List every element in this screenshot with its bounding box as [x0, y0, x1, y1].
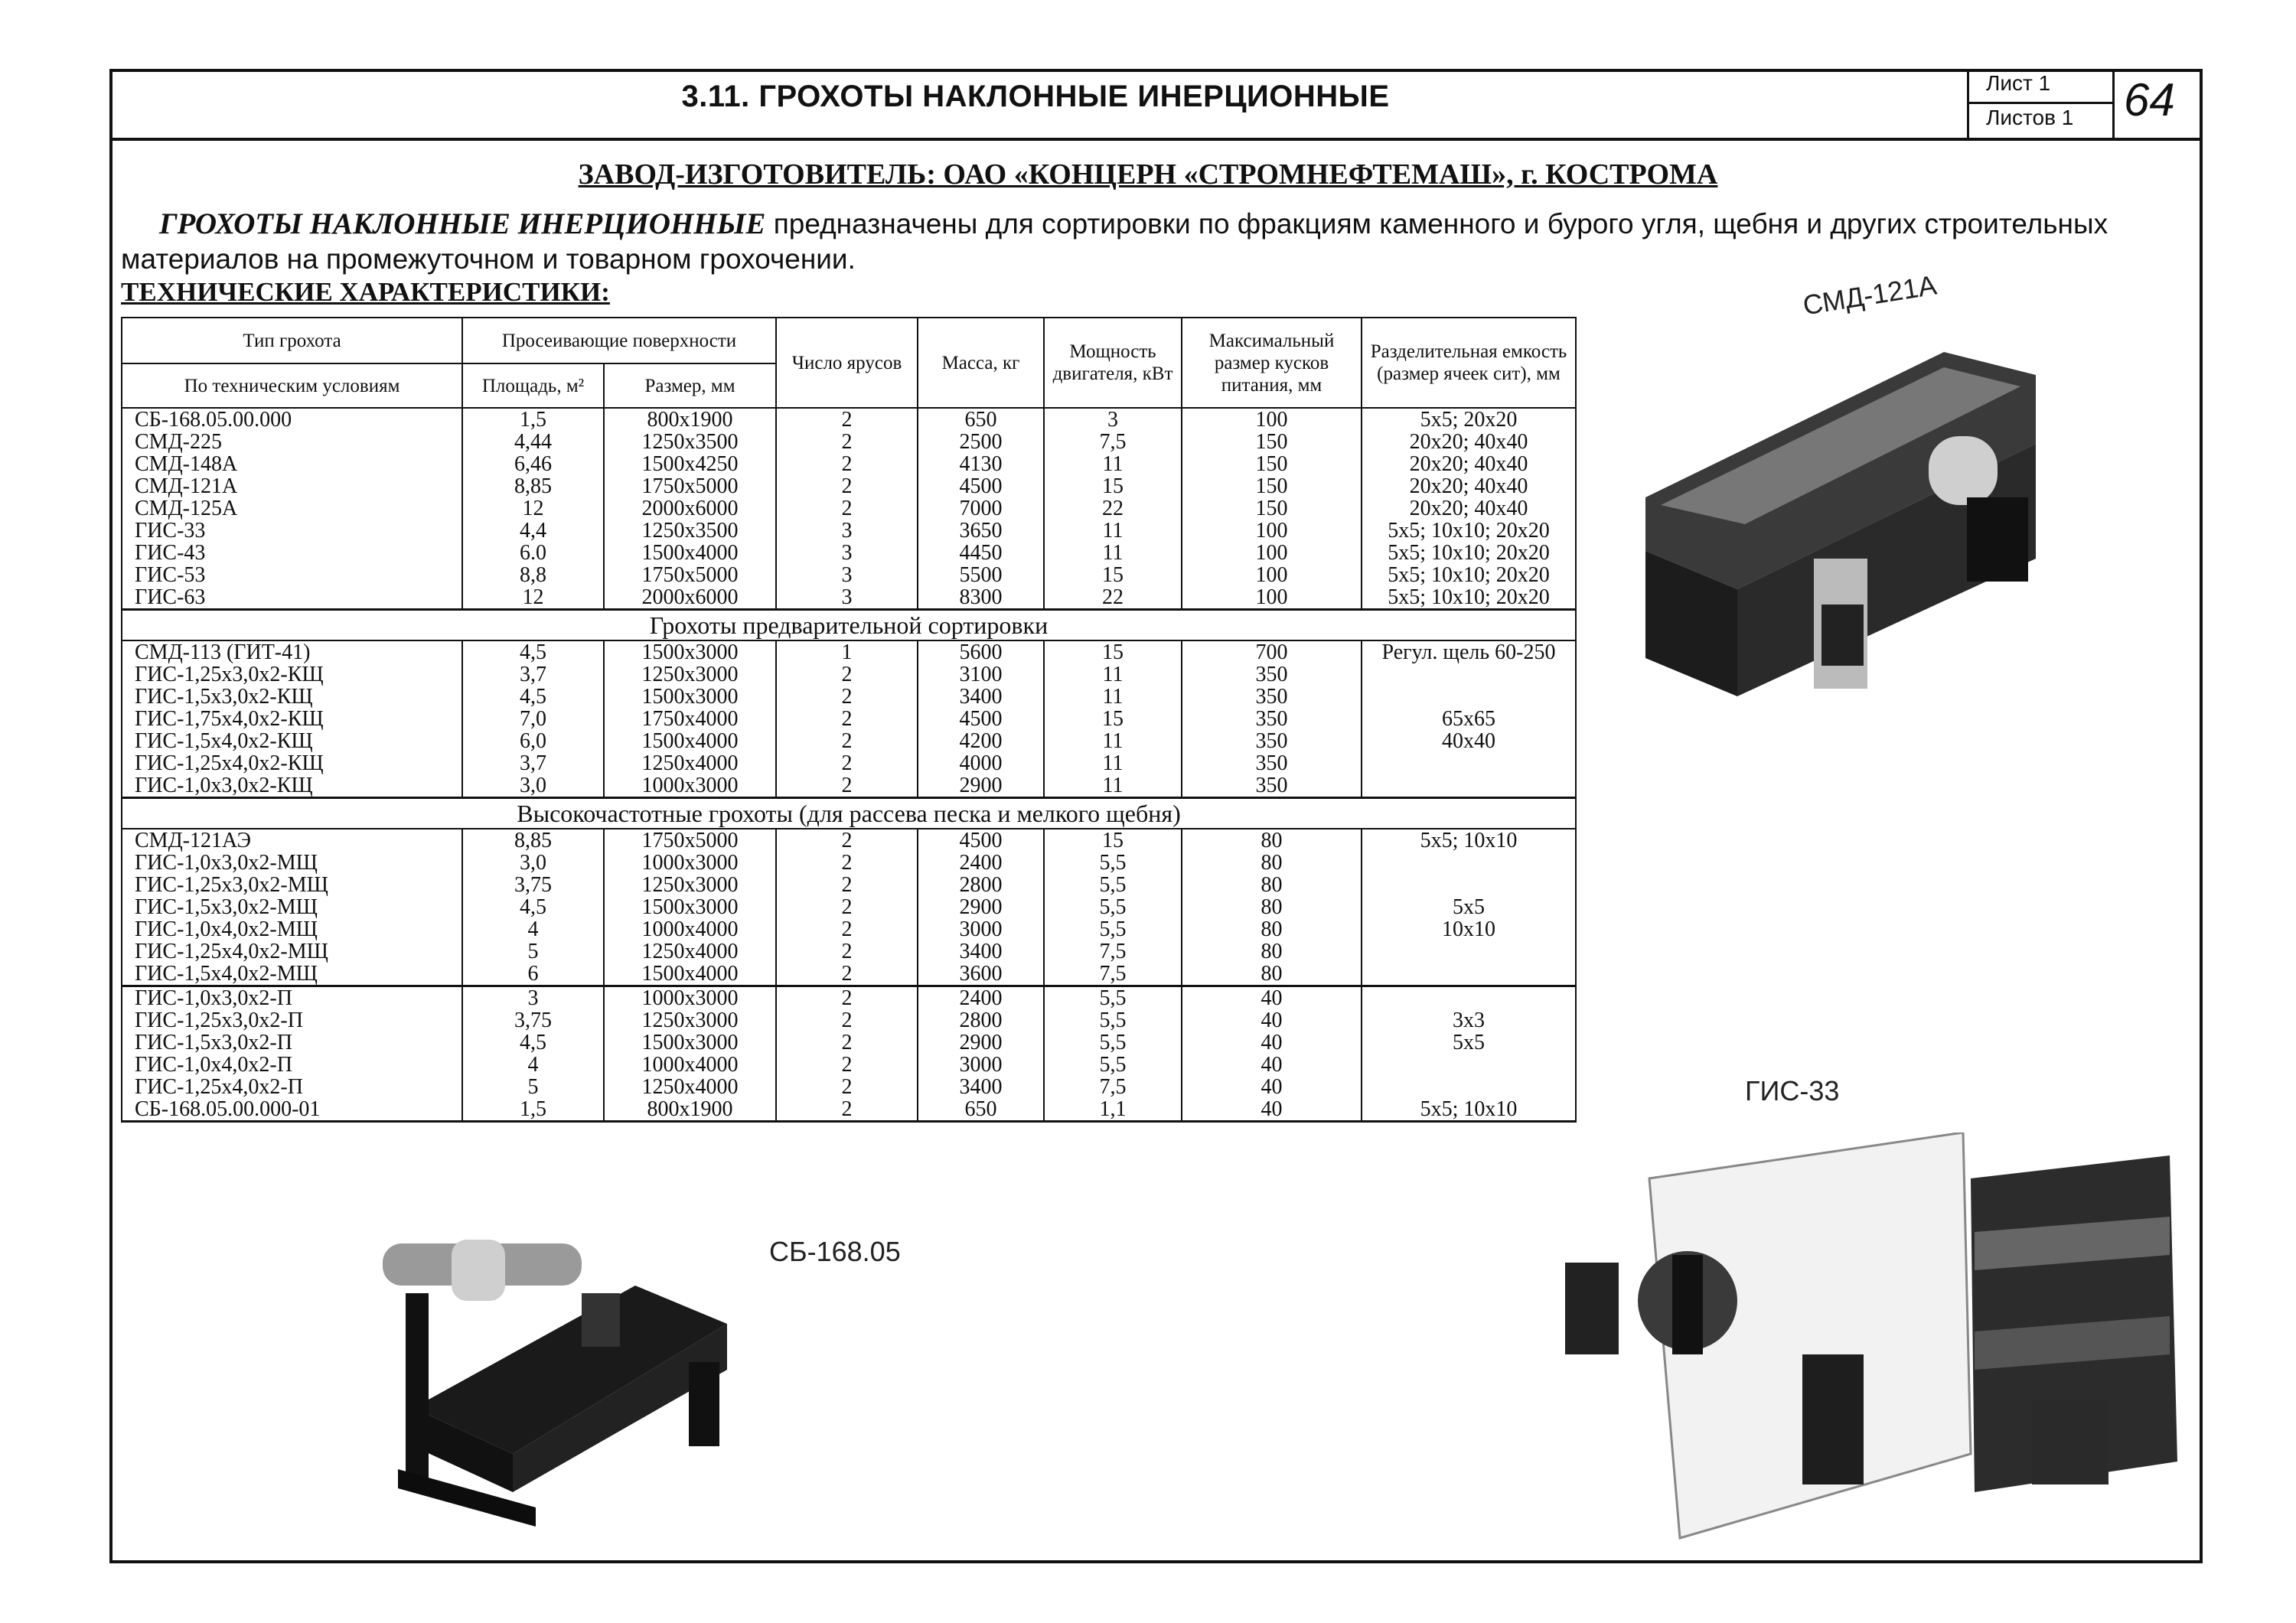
cell-mass: 4500: [918, 708, 1044, 730]
cell-area: 4,4: [462, 520, 604, 542]
cell-area: 3,7: [462, 752, 604, 774]
cell-tiers: 2: [776, 986, 918, 1010]
photo-sb168: [383, 1217, 750, 1530]
cell-type: СМД-121А: [122, 475, 462, 497]
cell-tiers: 2: [776, 752, 918, 774]
cell-area: 3,75: [462, 874, 604, 896]
cell-max-piece: 150: [1182, 431, 1362, 453]
cell-size: 1250х3000: [604, 1009, 776, 1031]
cell-type: СМД-113 (ГИТ-41): [122, 640, 462, 663]
cell-max-piece: 100: [1182, 542, 1362, 564]
cell-tiers: 2: [776, 686, 918, 708]
cell-tiers: 3: [776, 520, 918, 542]
cell-size: 1250х3500: [604, 520, 776, 542]
cell-tiers: 2: [776, 475, 918, 497]
cell-mass: 4130: [918, 453, 1044, 475]
cell-max-piece: 100: [1182, 564, 1362, 586]
col-size: Размер, мм: [604, 363, 776, 408]
cell-area: 3,75: [462, 1009, 604, 1031]
table-row: [122, 1009, 1576, 1031]
sheets-count-label: Листов 1: [1986, 106, 2074, 129]
cell-max-piece: 40: [1182, 1054, 1362, 1076]
cell-power: 11: [1044, 774, 1182, 798]
table-row: [122, 663, 1576, 686]
cell-max-piece: 80: [1182, 963, 1362, 986]
cell-area: 8,85: [462, 475, 604, 497]
cell-max-piece: 40: [1182, 1009, 1362, 1031]
cell-tiers: 1: [776, 640, 918, 663]
table-row: [122, 752, 1576, 774]
cell-area: 5: [462, 940, 604, 963]
cell-capacity: 5х5; 10х10; 20х20: [1362, 520, 1576, 542]
cell-mass: 3600: [918, 963, 1044, 986]
table-row: [122, 520, 1576, 542]
cell-mass: 2500: [918, 431, 1044, 453]
col-max-piece: Максимальный размер кусков питания, мм: [1182, 318, 1362, 408]
cell-power: 5,5: [1044, 896, 1182, 918]
cell-capacity: [1362, 963, 1576, 986]
cell-area: 1,5: [462, 1098, 604, 1122]
cell-size: 800х1900: [604, 408, 776, 431]
cell-tiers: 2: [776, 829, 918, 852]
cell-area: 3,0: [462, 852, 604, 874]
cell-mass: 3000: [918, 918, 1044, 940]
cell-max-piece: 350: [1182, 663, 1362, 686]
cell-area: 8,8: [462, 564, 604, 586]
cell-tiers: 2: [776, 896, 918, 918]
cell-size: 1000х4000: [604, 918, 776, 940]
table-row: [122, 1054, 1576, 1076]
cell-tiers: 2: [776, 918, 918, 940]
cell-size: 1500х4250: [604, 453, 776, 475]
cell-capacity: 3х3: [1362, 1009, 1576, 1031]
cell-type: ГИС-1,5х3,0х2-МЩ: [122, 896, 462, 918]
cell-power: 15: [1044, 564, 1182, 586]
page-number: 64: [2124, 74, 2175, 125]
cell-type: ГИС-1,25х4,0х2-МЩ: [122, 940, 462, 963]
cell-mass: 650: [918, 1098, 1044, 1122]
col-capacity: Разделительная емкость (размер ячеек сит), мм: [1362, 318, 1576, 408]
cell-capacity: Регул. щель 60-250: [1362, 640, 1576, 663]
cell-capacity: 20х20; 40х40: [1362, 497, 1576, 520]
cell-mass: 3400: [918, 1076, 1044, 1098]
cell-mass: 4000: [918, 752, 1044, 774]
cell-mass: 4500: [918, 475, 1044, 497]
cell-size: 1500х4000: [604, 963, 776, 986]
table-row: [122, 431, 1576, 453]
cell-capacity: [1362, 686, 1576, 708]
cell-size: 1250х3500: [604, 431, 776, 453]
cell-mass: 2900: [918, 896, 1044, 918]
cell-type: ГИС-1,25х3,0х2-КЩ: [122, 663, 462, 686]
cell-power: 5,5: [1044, 918, 1182, 940]
cell-type: ГИС-1,5х4,0х2-КЩ: [122, 730, 462, 752]
cell-area: 6,0: [462, 730, 604, 752]
cell-tiers: 2: [776, 1098, 918, 1122]
table-row: [122, 586, 1576, 610]
table-row: [122, 896, 1576, 918]
cell-max-piece: 80: [1182, 940, 1362, 963]
cell-max-piece: 700: [1182, 640, 1362, 663]
cell-type: ГИС-1,25х3,0х2-П: [122, 1009, 462, 1031]
cell-area: 5: [462, 1076, 604, 1098]
cell-size: 1250х3000: [604, 874, 776, 896]
cell-power: 5,5: [1044, 1031, 1182, 1054]
table-row: [122, 475, 1576, 497]
cell-max-piece: 150: [1182, 475, 1362, 497]
col-power: Мощность двигателя, кВт: [1044, 318, 1182, 408]
cell-size: 1500х3000: [604, 640, 776, 663]
cell-capacity: 5х5; 10х10; 20х20: [1362, 564, 1576, 586]
table-row: [122, 640, 1576, 663]
group-preliminary: [122, 640, 1576, 798]
cell-type: СБ-168.05.00.000: [122, 408, 462, 431]
cell-power: 11: [1044, 453, 1182, 475]
cell-mass: 8300: [918, 586, 1044, 610]
cell-size: 1750х5000: [604, 829, 776, 852]
table-row: [122, 774, 1576, 798]
cell-tiers: 2: [776, 963, 918, 986]
cell-area: 4,5: [462, 896, 604, 918]
cell-size: 1500х3000: [604, 1031, 776, 1054]
cell-tiers: 3: [776, 542, 918, 564]
cell-max-piece: 100: [1182, 586, 1362, 610]
manufacturer-heading: ЗАВОД-ИЗГОТОВИТЕЛЬ: ОАО «КОНЦЕРН «СТРОМНЕФТЕМАШ», г. КОСТРОМА: [578, 158, 1718, 191]
cell-capacity: 40х40: [1362, 730, 1576, 752]
cell-tiers: 2: [776, 453, 918, 475]
cell-mass: 2900: [918, 1031, 1044, 1054]
cell-max-piece: 150: [1182, 497, 1362, 520]
cell-type: ГИС-63: [122, 586, 462, 610]
table-row: [122, 1031, 1576, 1054]
cell-mass: 2800: [918, 874, 1044, 896]
cell-power: 5,5: [1044, 1009, 1182, 1031]
cell-type: СМД-125А: [122, 497, 462, 520]
cell-type: ГИС-1,0х4,0х2-П: [122, 1054, 462, 1076]
sheet-label: Лист 1: [1986, 71, 2051, 95]
cell-capacity: [1362, 1076, 1576, 1098]
cell-capacity: [1362, 940, 1576, 963]
cell-capacity: 5х5; 10х10: [1362, 829, 1576, 852]
cell-tiers: 3: [776, 564, 918, 586]
cell-power: 11: [1044, 520, 1182, 542]
caption-gis33: ГИС-33: [1745, 1075, 1840, 1106]
cell-type: ГИС-1,75х4,0х2-КЩ: [122, 708, 462, 730]
cell-power: 11: [1044, 730, 1182, 752]
table-row: [122, 497, 1576, 520]
cell-mass: 2800: [918, 1009, 1044, 1031]
cell-power: 3: [1044, 408, 1182, 431]
group-inclined: [122, 408, 1576, 610]
col-surfaces: Просеивающие поверхности: [462, 318, 776, 363]
cell-area: 4,5: [462, 686, 604, 708]
cell-power: 11: [1044, 752, 1182, 774]
cell-power: 7,5: [1044, 431, 1182, 453]
table-row: [122, 986, 1576, 1010]
cell-tiers: 2: [776, 1031, 918, 1054]
cell-power: 15: [1044, 640, 1182, 663]
cell-mass: 3400: [918, 686, 1044, 708]
cell-max-piece: 80: [1182, 896, 1362, 918]
cell-capacity: 10х10: [1362, 918, 1576, 940]
cell-area: 12: [462, 497, 604, 520]
cell-tiers: 2: [776, 1076, 918, 1098]
cell-power: 11: [1044, 663, 1182, 686]
cell-mass: 2400: [918, 986, 1044, 1010]
cell-area: 4,44: [462, 431, 604, 453]
cell-area: 6.0: [462, 542, 604, 564]
cell-area: 8,85: [462, 829, 604, 852]
table-row: [122, 918, 1576, 940]
cell-max-piece: 80: [1182, 874, 1362, 896]
cell-power: 15: [1044, 475, 1182, 497]
col-type-sub: По техническим условиям: [122, 363, 462, 408]
cell-max-piece: 350: [1182, 752, 1362, 774]
cell-type: ГИС-33: [122, 520, 462, 542]
spec-table: [121, 317, 1577, 1123]
cell-power: 15: [1044, 708, 1182, 730]
cell-type: ГИС-53: [122, 564, 462, 586]
cell-size: 2000х6000: [604, 586, 776, 610]
cell-mass: 5500: [918, 564, 1044, 586]
cell-capacity: 5х5; 10х10: [1362, 1098, 1576, 1122]
cell-max-piece: 40: [1182, 1031, 1362, 1054]
cell-area: 12: [462, 586, 604, 610]
cell-type: СБ-168.05.00.000-01: [122, 1098, 462, 1122]
cell-power: 5,5: [1044, 874, 1182, 896]
cell-capacity: 5х5; 10х10; 20х20: [1362, 542, 1576, 564]
cell-size: 1000х4000: [604, 1054, 776, 1076]
cell-max-piece: 350: [1182, 708, 1362, 730]
cell-capacity: [1362, 1054, 1576, 1076]
table-row: [122, 940, 1576, 963]
table-row: [122, 852, 1576, 874]
cell-tiers: 3: [776, 586, 918, 610]
cell-max-piece: 350: [1182, 686, 1362, 708]
cell-max-piece: 350: [1182, 730, 1362, 752]
cell-power: 1,1: [1044, 1098, 1182, 1122]
cell-size: 1250х4000: [604, 940, 776, 963]
cell-power: 5,5: [1044, 852, 1182, 874]
col-mass: Масса, кг: [918, 318, 1044, 408]
cell-capacity: [1362, 774, 1576, 798]
cell-area: 6: [462, 963, 604, 986]
cell-size: 1500х3000: [604, 896, 776, 918]
cell-mass: 2400: [918, 852, 1044, 874]
cell-type: СМД-121АЭ: [122, 829, 462, 852]
cell-max-piece: 350: [1182, 774, 1362, 798]
cell-capacity: 20х20; 40х40: [1362, 431, 1576, 453]
cell-size: 1000х3000: [604, 986, 776, 1010]
cell-max-piece: 80: [1182, 918, 1362, 940]
cell-mass: 3650: [918, 520, 1044, 542]
cell-area: 4: [462, 918, 604, 940]
cell-max-piece: 40: [1182, 1076, 1362, 1098]
caption-sb168: СБ-168.05: [769, 1236, 901, 1267]
intro-lead: ГРОХОТЫ НАКЛОННЫЕ ИНЕРЦИОННЫЕ: [159, 207, 766, 240]
cell-tiers: 2: [776, 1054, 918, 1076]
cell-capacity: [1362, 986, 1576, 1010]
cell-tiers: 2: [776, 774, 918, 798]
cell-capacity: 5х5; 10х10; 20х20: [1362, 586, 1576, 610]
cell-mass: 2900: [918, 774, 1044, 798]
cell-type: ГИС-1,0х4,0х2-МЩ: [122, 918, 462, 940]
cell-mass: 3400: [918, 940, 1044, 963]
cell-area: 7,0: [462, 708, 604, 730]
cell-mass: 5600: [918, 640, 1044, 663]
cell-capacity: 20х20; 40х40: [1362, 475, 1576, 497]
cell-tiers: 2: [776, 1009, 918, 1031]
table-row: [122, 874, 1576, 896]
cell-max-piece: 40: [1182, 986, 1362, 1010]
cell-type: СМД-148А: [122, 453, 462, 475]
cell-tiers: 2: [776, 874, 918, 896]
cell-power: 22: [1044, 497, 1182, 520]
cell-max-piece: 100: [1182, 408, 1362, 431]
cell-capacity: 5х5: [1362, 1031, 1576, 1054]
cell-power: 7,5: [1044, 1076, 1182, 1098]
cell-size: 2000х6000: [604, 497, 776, 520]
cell-area: 6,46: [462, 453, 604, 475]
cell-size: 800х1900: [604, 1098, 776, 1122]
col-tiers: Число ярусов: [776, 318, 918, 408]
cell-power: 5,5: [1044, 986, 1182, 1010]
cell-tiers: 2: [776, 431, 918, 453]
cell-size: 1750х5000: [604, 475, 776, 497]
cell-size: 1250х4000: [604, 1076, 776, 1098]
cell-size: 1750х4000: [604, 708, 776, 730]
page-title: 3.11. ГРОХОТЫ НАКЛОННЫЕ ИНЕРЦИОННЫЕ: [681, 80, 1390, 113]
cell-capacity: 5х5: [1362, 896, 1576, 918]
cell-max-piece: 40: [1182, 1098, 1362, 1122]
table-row: [122, 408, 1576, 431]
photo-gis33: [1557, 1133, 2193, 1550]
cell-capacity: [1362, 752, 1576, 774]
cell-capacity: 65х65: [1362, 708, 1576, 730]
section-preliminary: Грохоты предварительной сортировки: [122, 610, 1576, 641]
cell-size: 1500х4000: [604, 542, 776, 564]
cell-power: 5,5: [1044, 1054, 1182, 1076]
cell-type: ГИС-1,25х4,0х2-КЩ: [122, 752, 462, 774]
cell-area: 4: [462, 1054, 604, 1076]
group-high-frequency-mshch: [122, 829, 1576, 986]
cell-size: 1000х3000: [604, 774, 776, 798]
table-row: [122, 963, 1576, 986]
cell-power: 11: [1044, 542, 1182, 564]
group-high-frequency-p: [122, 986, 1576, 1122]
cell-mass: 4200: [918, 730, 1044, 752]
cell-type: ГИС-43: [122, 542, 462, 564]
cell-area: 4,5: [462, 640, 604, 663]
cell-capacity: [1362, 852, 1576, 874]
cell-size: 1250х4000: [604, 752, 776, 774]
cell-size: 1750х5000: [604, 564, 776, 586]
cell-type: ГИС-1,25х3,0х2-МЩ: [122, 874, 462, 896]
intro-paragraph: [121, 207, 2126, 277]
cell-type: ГИС-1,0х3,0х2-КЩ: [122, 774, 462, 798]
col-area: Площадь, м²: [462, 363, 604, 408]
table-row: [122, 564, 1576, 586]
photo-smd121a: [1638, 329, 2051, 712]
sheet-info-box: [1967, 69, 2115, 138]
table-row: [122, 829, 1576, 852]
col-type: Тип грохота: [122, 318, 462, 363]
cell-tiers: 2: [776, 408, 918, 431]
table-row: [122, 542, 1576, 564]
section-high-frequency: Высокочастотные грохоты (для рассева песка и мелкого щебня): [122, 798, 1576, 829]
cell-max-piece: 150: [1182, 453, 1362, 475]
cell-mass: 4450: [918, 542, 1044, 564]
cell-capacity: [1362, 874, 1576, 896]
tech-heading: ТЕХНИЧЕСКИЕ ХАРАКТЕРИСТИКИ:: [121, 277, 610, 307]
cell-size: 1500х4000: [604, 730, 776, 752]
cell-type: ГИС-1,0х3,0х2-П: [122, 986, 462, 1010]
table-row: [122, 686, 1576, 708]
cell-mass: 3000: [918, 1054, 1044, 1076]
cell-tiers: 2: [776, 663, 918, 686]
cell-capacity: 5х5; 20х20: [1362, 408, 1576, 431]
cell-max-piece: 100: [1182, 520, 1362, 542]
table-row: [122, 708, 1576, 730]
cell-capacity: [1362, 663, 1576, 686]
cell-type: ГИС-1,25х4,0х2-П: [122, 1076, 462, 1098]
cell-max-piece: 80: [1182, 852, 1362, 874]
intro-text: предназначены для сортировки по фракциям каменного и бурого угля, щебня и других строительных материалов на промежуточном и товарном грохочении.: [121, 208, 2108, 275]
cell-power: 7,5: [1044, 940, 1182, 963]
cell-area: 3: [462, 986, 604, 1010]
cell-mass: 650: [918, 408, 1044, 431]
cell-type: ГИС-1,5х3,0х2-КЩ: [122, 686, 462, 708]
cell-type: СМД-225: [122, 431, 462, 453]
cell-size: 1000х3000: [604, 852, 776, 874]
cell-tiers: 2: [776, 708, 918, 730]
cell-size: 1250х3000: [604, 663, 776, 686]
table-row: [122, 1076, 1576, 1098]
cell-power: 11: [1044, 686, 1182, 708]
cell-power: 7,5: [1044, 963, 1182, 986]
table-row: [122, 1098, 1576, 1122]
caption-smd121a: СМД-121А: [1800, 269, 1939, 321]
cell-area: 4,5: [462, 1031, 604, 1054]
cell-capacity: 20х20; 40х40: [1362, 453, 1576, 475]
cell-size: 1500х3000: [604, 686, 776, 708]
cell-power: 22: [1044, 586, 1182, 610]
header-divider: [109, 138, 2203, 141]
cell-area: 1,5: [462, 408, 604, 431]
cell-type: ГИС-1,5х3,0х2-П: [122, 1031, 462, 1054]
cell-tiers: 2: [776, 852, 918, 874]
cell-type: ГИС-1,5х4,0х2-МЩ: [122, 963, 462, 986]
cell-tiers: 2: [776, 730, 918, 752]
cell-max-piece: 80: [1182, 829, 1362, 852]
cell-mass: 7000: [918, 497, 1044, 520]
cell-mass: 4500: [918, 829, 1044, 852]
table-row: [122, 453, 1576, 475]
cell-area: 3,7: [462, 663, 604, 686]
cell-tiers: 2: [776, 940, 918, 963]
cell-area: 3,0: [462, 774, 604, 798]
cell-type: ГИС-1,0х3,0х2-МЩ: [122, 852, 462, 874]
cell-power: 15: [1044, 829, 1182, 852]
cell-mass: 3100: [918, 663, 1044, 686]
cell-tiers: 2: [776, 497, 918, 520]
table-row: [122, 730, 1576, 752]
